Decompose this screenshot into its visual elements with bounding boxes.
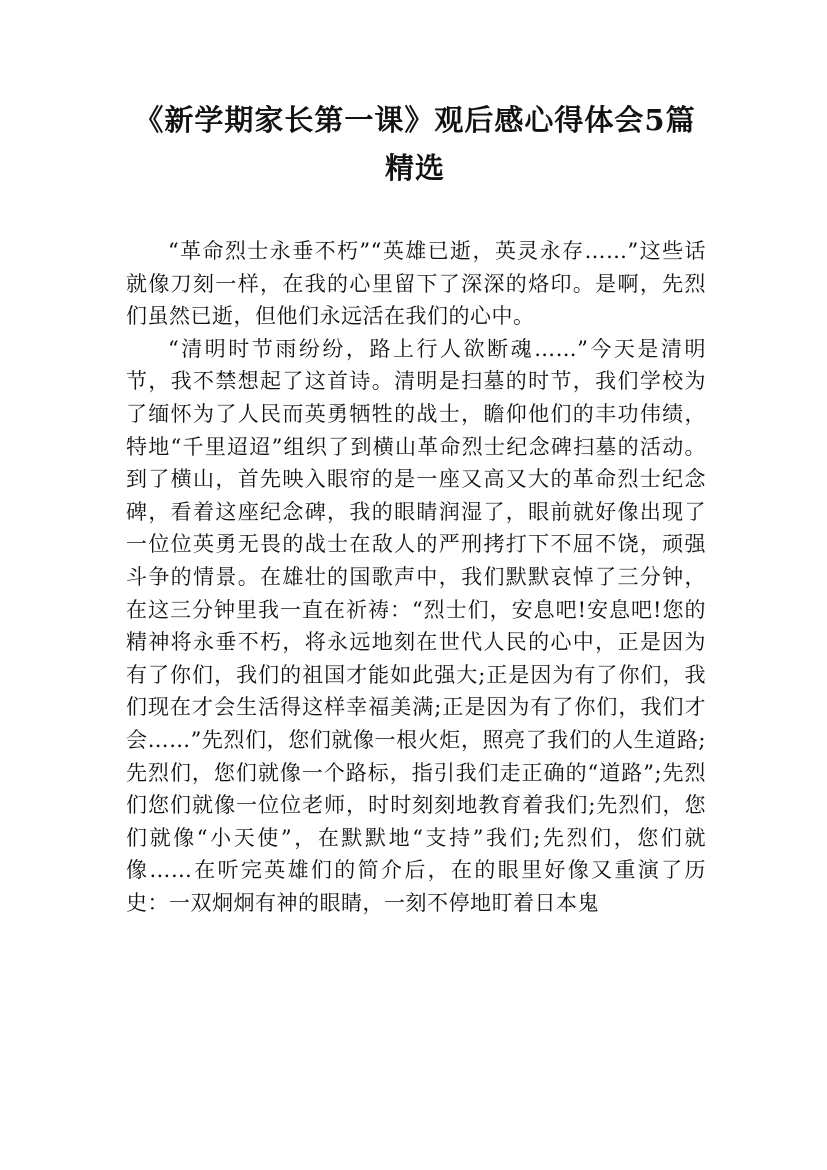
document-title — [120, 96, 710, 192]
title-line-2: 精选 — [384, 151, 445, 185]
paragraph-1: “革命烈士永垂不朽”“英雄已逝，英灵永存……”这些话就像刀刻一样，在我的心里留下了深深的烙印。是啊，先烈们虽然已逝，但他们永远活在我们的心中。 — [126, 239, 706, 329]
title-line-1: 《新学期家长第一课》观后感心得体会5篇 — [134, 103, 696, 137]
paragraph-2: “清明时节雨纷纷，路上行人欲断魂……”今天是清明节，我不禁想起了这首诗。清明是扫墓的时节，我们学校为了缅怀为了人民而英勇牺牲的战士，瞻仰他们的丰功伟绩，特地“千里迢迢”组织了到横山革命烈士纪念碑扫墓的活动。到了横山，首先映入眼帘的是一座又高又大的革命烈士纪念碑，看着这座纪念碑，我的眼睛润湿了，眼前就好像出现了一位位英勇无畏的战士在敌人的严刑拷打下不屈不饶，顽强斗争的情景。在雄壮的国歌声中，我们默默哀悼了三分钟，在这三分钟里我一直在祈祷：“烈士们，安息吧!安息吧!您的精神将永垂不朽，将永远地刻在世代人民的心中，正是因为有了你们，我们的祖国才能如此强大;正是因为有了你们，我们现在才会生活得这样幸福美满;正是因为有了你们，我们才会……”先烈们，您们就像一根火炬，照亮了我们的人生道路;先烈们，您们就像一个路标，指引我们走正确的“道路”;先烈们您们就像一位位老师，时时刻刻地教育着我们;先烈们，您们就像“小天使”，在默默地“支持”我们;先烈们，您们就像……在听完英雄们的简介后，在的眼里好像又重演了历史：一双炯炯有神的眼睛，一刻不停地盯着日本鬼 — [126, 336, 706, 915]
document-body — [126, 235, 706, 919]
